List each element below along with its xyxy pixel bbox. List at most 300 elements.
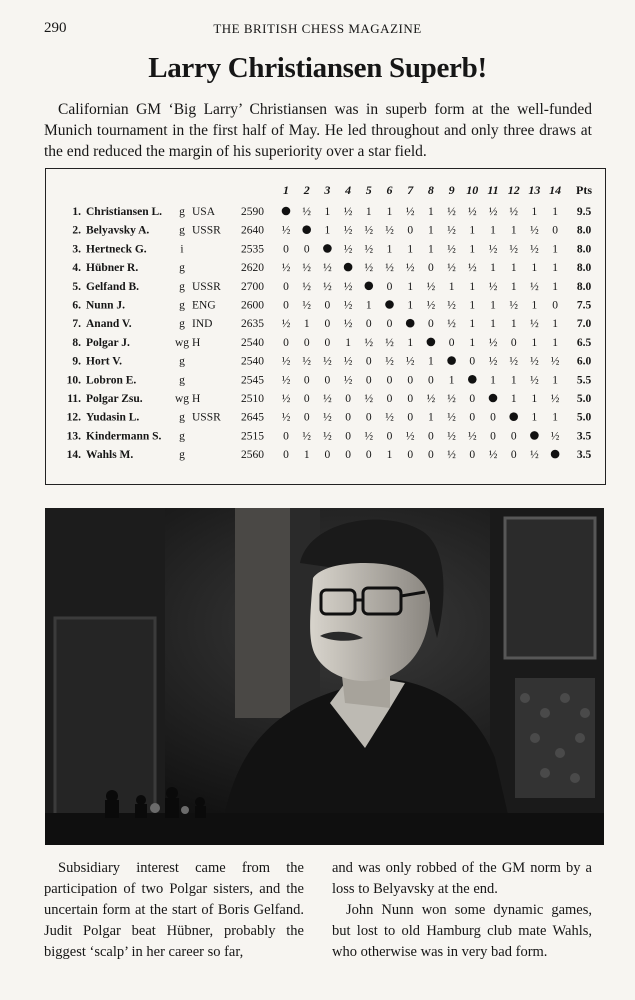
result-cell: ½ xyxy=(488,336,498,349)
player-rating: 2535 xyxy=(241,243,264,256)
result-cell: ½ xyxy=(281,393,291,405)
article-title: Larry Christiansen Superb! xyxy=(148,52,487,84)
result-cell: 1 xyxy=(407,243,414,256)
player-country: USA xyxy=(192,206,216,218)
result-cell: ½ xyxy=(447,430,456,443)
result-cell: 1 xyxy=(407,280,414,293)
result-cell: ½ xyxy=(509,243,519,256)
result-cell: ½ xyxy=(426,280,436,293)
result-cell: 0 xyxy=(490,411,496,424)
row-rank: 10. xyxy=(66,374,81,387)
column-header: 8 xyxy=(427,183,434,197)
player-country: USSR xyxy=(192,280,221,293)
row-rank: 1. xyxy=(72,206,81,218)
player-rating: 2590 xyxy=(241,206,264,218)
result-cell: ½ xyxy=(530,243,539,256)
result-cell: ½ xyxy=(488,243,498,256)
player-rating: 2560 xyxy=(241,449,264,462)
result-cell: ½ xyxy=(447,393,456,405)
row-rank: 7. xyxy=(72,318,81,331)
self-cell-dot xyxy=(385,300,394,309)
player-points: 8.0 xyxy=(576,224,592,237)
photo-illustration xyxy=(45,508,604,845)
result-cell: ½ xyxy=(550,430,560,443)
result-cell: 0 xyxy=(345,449,351,462)
result-cell: 1 xyxy=(448,280,455,293)
result-cell: 1 xyxy=(490,224,496,237)
result-cell: 1 xyxy=(510,262,517,275)
body-paragraph: Subsidiary interest came from the participation of two Polgar sisters, and the uncertain form at the start of Boris Gelfand. Judit Polgar beat Hübner, probably the biggest ‘scalp’ in her career so far, xyxy=(44,860,304,960)
result-cell: 0 xyxy=(303,411,310,424)
self-cell-dot xyxy=(509,412,518,421)
result-cell: 1 xyxy=(552,262,558,275)
result-cell: 1 xyxy=(531,411,538,424)
player-name: Lobron E. xyxy=(86,374,137,387)
result-cell: ½ xyxy=(550,393,560,405)
player-points: 8.0 xyxy=(576,243,592,256)
column-header: 13 xyxy=(528,183,541,197)
player-points: 5.5 xyxy=(576,374,592,387)
result-cell: ½ xyxy=(281,374,291,387)
player-rating: 2510 xyxy=(241,393,264,405)
result-cell: 0 xyxy=(283,336,289,349)
row-rank: 11. xyxy=(67,393,81,405)
result-cell: 0 xyxy=(407,374,414,387)
player-title: wg xyxy=(174,336,190,349)
player-title: g xyxy=(179,280,185,293)
result-cell: 1 xyxy=(386,206,393,218)
result-cell: ½ xyxy=(426,299,436,312)
result-cell: 1 xyxy=(490,318,496,331)
column-header: 4 xyxy=(345,183,352,197)
result-cell: 0 xyxy=(428,374,434,387)
result-cell: ½ xyxy=(343,374,353,387)
result-cell: ½ xyxy=(530,374,539,387)
player-rating: 2540 xyxy=(241,355,264,368)
result-cell: ½ xyxy=(405,430,415,443)
result-cell: 0 xyxy=(407,224,414,237)
player-name: Hertneck G. xyxy=(86,243,147,256)
player-title: g xyxy=(179,374,185,387)
result-cell: 0 xyxy=(428,449,434,462)
result-cell: 1 xyxy=(428,206,434,218)
result-cell: 0 xyxy=(283,449,289,462)
self-cell-dot xyxy=(468,375,477,384)
result-cell: 0 xyxy=(428,430,434,443)
result-cell: 1 xyxy=(531,393,538,405)
result-cell: 0 xyxy=(552,224,558,237)
result-cell: ½ xyxy=(447,449,456,462)
result-cell: 1 xyxy=(324,206,331,218)
result-cell: ½ xyxy=(323,280,332,293)
player-points: 6.5 xyxy=(576,336,592,349)
result-cell: 1 xyxy=(510,393,517,405)
player-title: g xyxy=(179,430,185,443)
result-cell: 1 xyxy=(552,206,558,218)
result-cell: ½ xyxy=(364,243,374,256)
result-cell: 0 xyxy=(324,336,331,349)
result-cell: ½ xyxy=(343,206,353,218)
result-cell: 1 xyxy=(407,299,414,312)
player-name: Yudasin L. xyxy=(86,411,140,424)
body-column-left xyxy=(44,858,304,963)
result-cell: 0 xyxy=(552,299,558,312)
result-cell: 1 xyxy=(428,224,434,237)
column-header: 14 xyxy=(549,183,562,197)
result-cell: ½ xyxy=(447,206,456,218)
result-cell: ½ xyxy=(323,411,332,424)
result-cell: 0 xyxy=(469,411,476,424)
column-header: 5 xyxy=(365,183,372,197)
player-name: Polgar J. xyxy=(86,336,130,349)
self-cell-dot xyxy=(489,394,498,403)
intro-paragraph: Californian GM ‘Big Larry’ Christiansen was in superb form at the well-funded Munich tournament in the first half of May. He led throughout and only three draws at the end reduced the margin of his superiority over a star field. xyxy=(44,101,592,160)
result-cell: 0 xyxy=(490,430,496,443)
result-cell: ½ xyxy=(530,449,539,462)
player-title: wg xyxy=(174,393,190,405)
player-name: Christiansen L. xyxy=(86,206,163,218)
result-cell: 1 xyxy=(510,374,517,387)
points-header: Pts xyxy=(576,183,592,197)
result-cell: 1 xyxy=(407,336,414,349)
result-cell: 1 xyxy=(552,318,558,331)
result-cell: 1 xyxy=(469,318,476,331)
result-cell: 0 xyxy=(365,355,372,368)
player-rating: 2540 xyxy=(241,336,264,349)
result-cell: 0 xyxy=(303,336,310,349)
result-cell: 0 xyxy=(283,430,289,443)
self-cell-dot xyxy=(427,338,436,347)
self-cell-dot xyxy=(365,282,374,291)
result-cell: ½ xyxy=(447,411,456,424)
result-cell: ½ xyxy=(302,299,312,312)
self-cell-dot xyxy=(406,319,415,328)
result-cell: ½ xyxy=(488,206,498,218)
result-cell: 1 xyxy=(490,262,496,275)
result-cell: ½ xyxy=(405,262,415,275)
result-cell: 0 xyxy=(303,393,310,405)
result-cell: 1 xyxy=(490,374,496,387)
result-cell: ½ xyxy=(488,280,498,293)
result-cell: ½ xyxy=(343,299,353,312)
result-cell: 0 xyxy=(510,336,517,349)
result-cell: ½ xyxy=(509,206,519,218)
result-cell: 0 xyxy=(324,449,331,462)
result-cell: 0 xyxy=(365,374,372,387)
result-cell: 0 xyxy=(469,393,476,405)
result-cell: ½ xyxy=(488,449,498,462)
result-cell: ½ xyxy=(281,318,291,331)
result-cell: 0 xyxy=(510,449,517,462)
page-number: 290 xyxy=(44,20,67,36)
result-cell: ½ xyxy=(509,299,519,312)
result-cell: ½ xyxy=(302,280,312,293)
result-cell: 1 xyxy=(510,224,517,237)
result-cell: ½ xyxy=(426,393,436,405)
result-cell: ½ xyxy=(405,355,415,368)
self-cell-dot xyxy=(551,450,560,459)
crosstable xyxy=(45,168,606,485)
body-column-right xyxy=(332,858,592,963)
result-cell: ½ xyxy=(405,206,415,218)
result-cell: 0 xyxy=(428,262,434,275)
player-name: Polgar Zsu. xyxy=(86,393,143,405)
result-cell: 1 xyxy=(490,299,496,312)
result-cell: 1 xyxy=(303,449,310,462)
result-cell: 1 xyxy=(428,411,434,424)
player-country: USSR xyxy=(192,224,221,237)
result-cell: 1 xyxy=(469,224,476,237)
body-paragraph: and was only robbed of the GM norm by a loss to Belyavsky at the end. xyxy=(332,860,592,897)
result-cell: 0 xyxy=(407,449,414,462)
result-cell: ½ xyxy=(343,243,353,256)
player-rating: 2620 xyxy=(241,262,264,275)
result-cell: 0 xyxy=(324,318,331,331)
player-name: Wahls M. xyxy=(86,449,134,462)
column-header: 2 xyxy=(303,183,310,197)
self-cell-dot xyxy=(447,356,456,365)
page-header xyxy=(44,20,591,40)
player-rating: 2700 xyxy=(241,280,264,293)
result-cell: ½ xyxy=(530,224,539,237)
column-header: 7 xyxy=(407,183,414,197)
result-cell: 0 xyxy=(283,243,289,256)
result-cell: ½ xyxy=(385,411,394,424)
player-country: H xyxy=(192,336,201,349)
result-cell: ½ xyxy=(364,224,374,237)
result-cell: 1 xyxy=(428,355,434,368)
result-cell: ½ xyxy=(343,318,353,331)
player-title: g xyxy=(179,262,185,275)
player-points: 5.0 xyxy=(576,411,592,424)
result-cell: 0 xyxy=(386,374,393,387)
result-cell: 1 xyxy=(552,280,558,293)
result-cell: 0 xyxy=(510,430,517,443)
result-cell: 0 xyxy=(407,393,414,405)
player-points: 5.0 xyxy=(576,393,592,405)
result-cell: 0 xyxy=(303,374,310,387)
player-title: g xyxy=(179,224,185,237)
result-cell: ½ xyxy=(302,262,312,275)
result-cell: ½ xyxy=(323,393,332,405)
result-cell: ½ xyxy=(343,280,353,293)
player-rating: 2515 xyxy=(241,430,264,443)
player-points: 3.5 xyxy=(576,449,592,462)
row-rank: 14. xyxy=(66,449,81,462)
player-points: 9.5 xyxy=(576,206,592,218)
column-header: 10 xyxy=(466,183,479,197)
result-cell: 1 xyxy=(469,243,476,256)
result-cell: ½ xyxy=(302,355,312,368)
player-title: g xyxy=(179,206,185,218)
self-cell-dot xyxy=(323,244,332,253)
self-cell-dot xyxy=(282,207,291,216)
row-rank: 3. xyxy=(72,243,81,256)
result-cell: 1 xyxy=(531,206,538,218)
player-country: IND xyxy=(192,318,213,331)
result-cell: 0 xyxy=(345,393,351,405)
result-cell: ½ xyxy=(550,355,560,368)
player-points: 8.0 xyxy=(576,262,592,275)
column-header: 11 xyxy=(487,183,499,197)
self-cell-dot xyxy=(344,263,353,272)
crosstable-grid xyxy=(46,169,604,483)
column-header: 1 xyxy=(283,183,289,197)
result-cell: 0 xyxy=(469,449,476,462)
result-cell: 1 xyxy=(510,318,517,331)
result-cell: 0 xyxy=(365,318,372,331)
result-cell: ½ xyxy=(447,318,456,331)
result-cell: 1 xyxy=(365,206,372,218)
result-cell: ½ xyxy=(364,262,374,275)
result-cell: ½ xyxy=(509,355,519,368)
result-cell: 1 xyxy=(552,411,558,424)
result-cell: 0 xyxy=(386,318,393,331)
player-title: g xyxy=(179,355,185,368)
magazine-name: THE BRITISH CHESS MAGAZINE xyxy=(213,21,422,36)
result-cell: ½ xyxy=(447,262,456,275)
result-cell: 1 xyxy=(428,243,434,256)
result-cell: ½ xyxy=(281,224,291,237)
player-name: Hort V. xyxy=(86,355,122,368)
player-name: Kindermann S. xyxy=(86,430,162,443)
result-cell: ½ xyxy=(530,280,539,293)
result-cell: 1 xyxy=(552,374,558,387)
player-points: 7.5 xyxy=(576,299,592,312)
result-cell: 0 xyxy=(283,280,289,293)
player-title: g xyxy=(179,318,185,331)
player-rating: 2635 xyxy=(241,318,264,331)
result-cell: ½ xyxy=(343,355,353,368)
result-cell: 0 xyxy=(345,411,351,424)
result-cell: 0 xyxy=(386,430,393,443)
result-cell: 0 xyxy=(448,336,455,349)
result-cell: 1 xyxy=(448,374,455,387)
self-cell-dot xyxy=(302,225,311,234)
player-photo xyxy=(45,508,604,845)
player-title: g xyxy=(179,449,185,462)
row-rank: 12. xyxy=(66,411,81,424)
result-cell: 0 xyxy=(283,299,289,312)
result-cell: 1 xyxy=(552,336,558,349)
body-paragraph: John Nunn won some dynamic games, but lost to old Hamburg club mate Wahls, who otherwise was in very bad form. xyxy=(332,902,592,960)
row-rank: 8. xyxy=(72,336,81,349)
row-rank: 5. xyxy=(72,280,81,293)
player-title: g xyxy=(179,299,185,312)
player-country: USSR xyxy=(192,411,221,424)
result-cell: ½ xyxy=(530,355,539,368)
result-cell: ½ xyxy=(364,393,374,405)
result-cell: ½ xyxy=(364,336,374,349)
result-cell: 1 xyxy=(531,336,538,349)
result-cell: 0 xyxy=(303,243,310,256)
player-name: Belyavsky A. xyxy=(86,224,150,237)
result-cell: 0 xyxy=(345,430,351,443)
player-title: g xyxy=(179,411,185,424)
result-cell: 1 xyxy=(303,318,310,331)
result-cell: ½ xyxy=(281,411,291,424)
player-points: 3.5 xyxy=(576,430,592,443)
result-cell: 1 xyxy=(469,280,476,293)
result-cell: ½ xyxy=(323,262,332,275)
player-name: Hübner R. xyxy=(86,262,139,275)
result-cell: ½ xyxy=(385,262,394,275)
player-rating: 2645 xyxy=(241,411,264,424)
row-rank: 4. xyxy=(72,262,81,275)
row-rank: 9. xyxy=(72,355,81,368)
result-cell: ½ xyxy=(385,336,394,349)
self-cell-dot xyxy=(530,431,539,440)
column-header: 9 xyxy=(448,183,455,197)
result-cell: ½ xyxy=(302,206,312,218)
result-cell: ½ xyxy=(364,430,374,443)
result-cell: 0 xyxy=(469,355,476,368)
result-cell: ½ xyxy=(281,355,291,368)
result-cell: ½ xyxy=(343,224,353,237)
result-cell: ½ xyxy=(447,243,456,256)
player-name: Anand V. xyxy=(86,318,132,331)
result-cell: ½ xyxy=(447,299,456,312)
player-points: 7.0 xyxy=(576,318,592,331)
player-rating: 2545 xyxy=(241,374,264,387)
result-cell: ½ xyxy=(385,224,394,237)
result-cell: 1 xyxy=(386,449,393,462)
result-cell: ½ xyxy=(530,318,539,331)
column-header: 12 xyxy=(507,183,520,197)
result-cell: 0 xyxy=(324,299,331,312)
result-cell: 1 xyxy=(469,336,476,349)
column-header: 3 xyxy=(324,183,331,197)
result-cell: ½ xyxy=(467,206,477,218)
result-cell: ½ xyxy=(281,262,291,275)
result-cell: 1 xyxy=(531,299,538,312)
player-name: Nunn J. xyxy=(86,299,125,312)
result-cell: 1 xyxy=(365,299,372,312)
result-cell: 1 xyxy=(552,243,558,256)
result-cell: ½ xyxy=(323,430,332,443)
result-cell: 0 xyxy=(407,411,414,424)
player-points: 8.0 xyxy=(576,280,592,293)
result-cell: 1 xyxy=(510,280,517,293)
result-cell: ½ xyxy=(302,430,312,443)
result-cell: ½ xyxy=(467,262,477,275)
result-cell: 1 xyxy=(345,336,351,349)
result-cell: ½ xyxy=(385,355,394,368)
row-rank: 13. xyxy=(66,430,81,443)
result-cell: 0 xyxy=(365,411,372,424)
row-rank: 2. xyxy=(72,224,81,237)
result-cell: ½ xyxy=(323,355,332,368)
row-rank: 6. xyxy=(72,299,81,312)
result-cell: 0 xyxy=(324,374,331,387)
result-cell: ½ xyxy=(467,430,477,443)
result-cell: 1 xyxy=(324,224,331,237)
result-cell: 1 xyxy=(469,299,476,312)
result-cell: 1 xyxy=(386,243,393,256)
player-rating: 2600 xyxy=(241,299,264,312)
player-rating: 2640 xyxy=(241,224,264,237)
result-cell: 0 xyxy=(386,280,393,293)
column-header: 6 xyxy=(386,183,393,197)
result-cell: 0 xyxy=(365,449,372,462)
player-country: H xyxy=(192,393,201,405)
player-country: ENG xyxy=(192,299,216,312)
result-cell: 0 xyxy=(386,393,393,405)
result-cell: ½ xyxy=(447,224,456,237)
result-cell: 0 xyxy=(428,318,434,331)
player-points: 6.0 xyxy=(576,355,592,368)
player-name: Gelfand B. xyxy=(86,280,140,293)
